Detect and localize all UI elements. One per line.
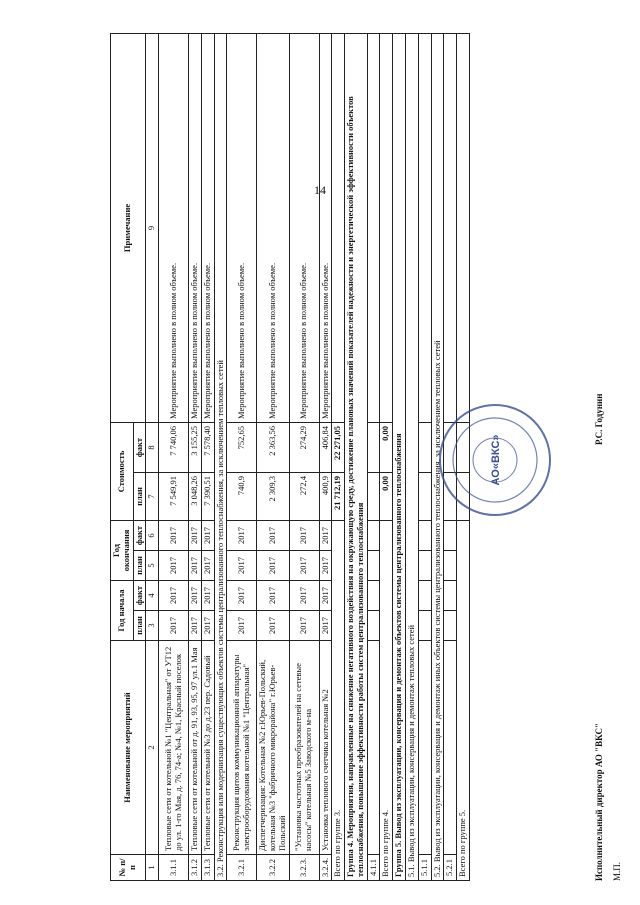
cost-fact: 2 363,56 [257, 422, 289, 472]
seal-place-label: М.П. [612, 861, 622, 881]
cost-fact: 7 578,40 [201, 422, 214, 472]
col-number: 1 [146, 855, 159, 881]
table-row [319, 33, 332, 880]
year-end-fact: 2017 [201, 520, 214, 550]
total-plan: 21 712,19 [332, 472, 345, 520]
year-end-plan: 2017 [189, 550, 202, 580]
cost-plan: 740,9 [227, 472, 257, 520]
row-name: Тепловые сети от котельной от д. 91, 93, 95, 97 ул.1 Мая [189, 641, 202, 855]
row-note: Мероприятие выполнено в полном объеме. [227, 33, 257, 422]
cost-fact: 3 155,25 [189, 422, 202, 472]
empty-cell [444, 550, 457, 580]
year-start-plan: 2017 [289, 611, 319, 641]
fact-label: факт [133, 520, 146, 550]
col-name-header: Наименование мероприятий [111, 641, 146, 855]
cost-fact: 406,84 [319, 422, 332, 472]
cost-fact: 7 740,06 [159, 422, 189, 472]
year-end-fact: 2017 [319, 520, 332, 550]
year-end-fact: 2017 [289, 520, 319, 550]
plan-label: план [133, 611, 146, 641]
empty-cell [418, 550, 431, 580]
year-end-plan: 2017 [289, 550, 319, 580]
group-title: Группа 5. Вывод из эксплуатации, консервация и демонтаж объектов системы централизованного теплоснабжения [393, 33, 406, 880]
row-name: Диспетчеризация: Котельная №2 г.Юрьев-Польский, котельная №3 "фабричного микрорайона" г.Юрьев-Польский [257, 641, 289, 855]
year-start-fact: 2017 [201, 580, 214, 610]
row-note: Мероприятие выполнено в полном объеме. [159, 33, 189, 422]
row-number: 4.1.1 [367, 855, 380, 881]
row-name: Реконструкция щитов коммуникационной аппаратуры электрооборудования котельной №1 "Центральная" [227, 641, 257, 855]
total-label: Всего по группе 3. [332, 520, 345, 880]
col-number: 6 [146, 520, 159, 550]
cost-plan: 7 549,91 [159, 472, 189, 520]
table-row [289, 33, 319, 880]
empty-cell [367, 550, 380, 580]
col-number: 7 [146, 472, 159, 520]
section-title: 3.2. Реконструкция или модернизация существующих объектов системы централизованного теплоснабжения, за исключением тепловых сетей [214, 33, 227, 880]
cost-fact: 752,65 [227, 422, 257, 472]
page-number: 14 [314, 183, 326, 197]
cost-plan: 2 309,3 [257, 472, 289, 520]
empty-cell [367, 422, 380, 472]
year-start-plan: 2017 [201, 611, 214, 641]
total-label: Всего по группе 4. [380, 520, 393, 880]
year-start-fact: 2017 [227, 580, 257, 610]
plan-label: план [133, 472, 146, 520]
empty-cell [367, 520, 380, 550]
director-title: Исполнительный директор АО "ВКС" [594, 723, 604, 881]
year-end-plan: 2017 [257, 550, 289, 580]
year-start-fact: 2017 [257, 580, 289, 610]
table-row [201, 33, 214, 880]
row-number: 3.2.2 [257, 855, 289, 881]
empty-cell [418, 641, 431, 855]
empty-cell [418, 472, 431, 520]
year-end-plan: 2017 [159, 550, 189, 580]
year-start-fact: 2017 [319, 580, 332, 610]
total-plan: 0,00 [380, 472, 393, 520]
row-name: Тепловые сети от котельной №3 до д.23 пер. Садовый [201, 641, 214, 855]
empty-cell [444, 611, 457, 641]
table-row [418, 33, 431, 880]
group-row [393, 33, 406, 880]
col-year-end-header: Год окончания [111, 520, 134, 580]
row-number: 5.2.1 [444, 855, 457, 881]
section-row [406, 33, 419, 880]
year-end-fact: 2017 [189, 520, 202, 550]
year-start-fact: 2017 [189, 580, 202, 610]
fact-label: факт [133, 580, 146, 610]
empty-cell [418, 611, 431, 641]
table-row [159, 33, 189, 880]
group-title: Группа 4. Мероприятия, направленные на снижение негативного воздействия на окружающую среду, достижение плановых значений показателей надежности и энергетической эффективности объектов теплоснабжения, повышение эффективности работы систем централизованного теплоснабжения [345, 33, 368, 880]
empty-cell [332, 33, 345, 422]
empty-cell [418, 422, 431, 472]
year-start-fact: 2017 [289, 580, 319, 610]
empty-cell [444, 641, 457, 855]
group-row [345, 33, 368, 880]
empty-cell [367, 580, 380, 610]
year-end-plan: 2017 [201, 550, 214, 580]
empty-cell [444, 520, 457, 550]
year-end-fact: 2017 [257, 520, 289, 550]
row-note: Мероприятие выполнено в полном объеме. [189, 33, 202, 422]
cost-plan: 7 390,51 [201, 472, 214, 520]
company-stamp [435, 400, 555, 520]
table-row [227, 33, 257, 880]
year-start-fact: 2017 [159, 580, 189, 610]
empty-cell [380, 33, 393, 422]
empty-cell [418, 520, 431, 550]
year-start-plan: 2017 [227, 611, 257, 641]
table-row [189, 33, 202, 880]
row-note: Мероприятие выполнено в полном объеме. [257, 33, 289, 422]
row-note: Мероприятие выполнено в полном объеме. [319, 33, 332, 422]
col-cost-header: Стоимость [111, 422, 134, 520]
column-numbers-row [146, 33, 159, 880]
plan-label: план [133, 550, 146, 580]
year-end-fact: 2017 [227, 520, 257, 550]
empty-cell [367, 472, 380, 520]
total-row [332, 33, 345, 880]
col-number: 4 [146, 580, 159, 610]
empty-cell [444, 33, 457, 422]
empty-cell [444, 580, 457, 610]
row-note: Мероприятие выполнено в полном объеме. [201, 33, 214, 422]
section-title: 5.1. Вывод из эксплуатации, консервация и демонтаж тепловых сетей [406, 33, 419, 880]
row-name: "Установка частотных преобразователей на сетевые насосы" котельная №5 Заводского м-на [289, 641, 319, 855]
row-number: 3.1.1 [159, 855, 189, 881]
stamp-text: АО«ВКС» [490, 434, 502, 486]
year-start-plan: 2017 [159, 611, 189, 641]
measures-table [110, 33, 470, 881]
section-row [214, 33, 227, 880]
empty-cell [418, 580, 431, 610]
empty-cell [457, 33, 470, 422]
row-number: 3.2.4. [319, 855, 332, 881]
col-number: 9 [146, 33, 159, 422]
total-fact: 0,00 [380, 422, 393, 472]
total-fact: 22 271,05 [332, 422, 345, 472]
year-start-plan: 2017 [319, 611, 332, 641]
empty-cell [367, 611, 380, 641]
empty-cell [418, 33, 431, 422]
total-row [380, 33, 393, 880]
cost-plan: 3 048,26 [189, 472, 202, 520]
col-year-start-header: Год начала [111, 580, 134, 640]
row-note: Мероприятие выполнено в полном объеме. [289, 33, 319, 422]
col-number: 5 [146, 550, 159, 580]
empty-cell [367, 33, 380, 422]
year-end-fact: 2017 [159, 520, 189, 550]
empty-cell [367, 641, 380, 855]
header-row [111, 33, 134, 880]
row-name: Установка теплового счетчика котельная №2 [319, 641, 332, 855]
row-name: Тепловые сети от котельной №1 "Центральная" от УТ12 до ул. 1-го Мая, д. 76, 74-а; №4, №1, Красный поселок [159, 641, 189, 855]
year-start-plan: 2017 [257, 611, 289, 641]
table-row [257, 33, 289, 880]
col-note-header: Примечание [111, 33, 146, 422]
year-end-plan: 2017 [227, 550, 257, 580]
row-number: 5.1.1 [418, 855, 431, 881]
col-number: 3 [146, 611, 159, 641]
fact-label: факт [133, 422, 146, 472]
cost-fact: 274,29 [289, 422, 319, 472]
col-number: 8 [146, 422, 159, 472]
col-no-header: № п/п [111, 855, 146, 881]
total-label: Всего по группе 5. [457, 520, 470, 880]
cost-plan: 272,4 [289, 472, 319, 520]
cost-plan: 400,9 [319, 472, 332, 520]
row-number: 3.2.1 [227, 855, 257, 881]
row-number: 3.1.2 [189, 855, 202, 881]
year-start-plan: 2017 [189, 611, 202, 641]
table-row [367, 33, 380, 880]
col-number: 2 [146, 641, 159, 855]
year-end-plan: 2017 [319, 550, 332, 580]
row-number: 3.1.3 [201, 855, 214, 881]
row-number: 3.2.3. [289, 855, 319, 881]
section-title: 5.2. Вывод из эксплуатации, консервация и демонтаж иных объектов системы централизованного теплоснабжения, за исключением тепловых сетей [431, 33, 444, 880]
signer-name: Р.С. Годунин [594, 393, 604, 445]
